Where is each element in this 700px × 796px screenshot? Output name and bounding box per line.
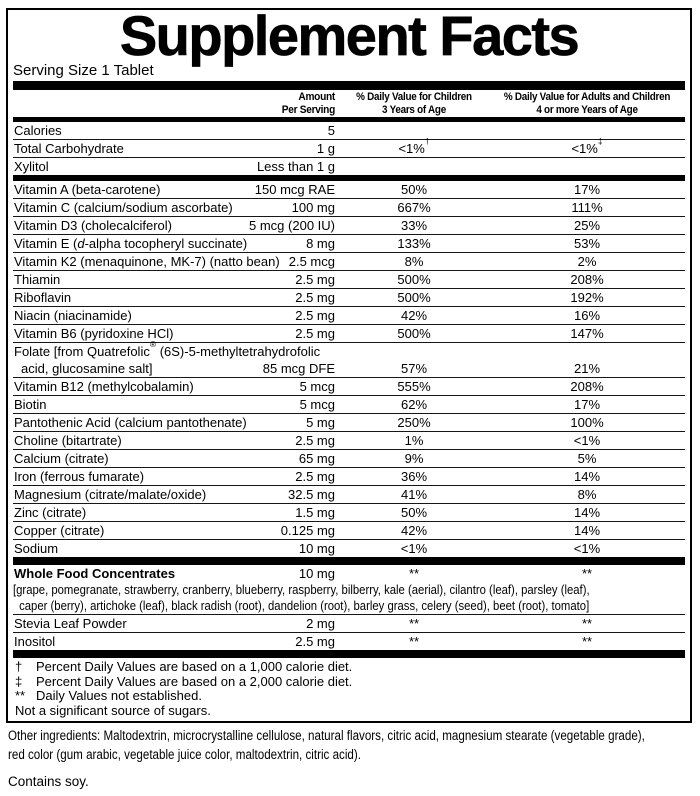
dv-adults-value: 2% — [577, 254, 597, 269]
nutrient-name: Vitamin C (calcium/sodium ascorbate) — [14, 200, 233, 215]
footnote — [13, 689, 685, 704]
nutrient-name: Copper (citrate) — [14, 523, 105, 538]
nutrient-name: Vitamin D3 (cholecalciferol) — [14, 218, 172, 233]
amount-value: 0.125 mg — [280, 523, 335, 538]
dv-children-value: ** — [408, 616, 420, 631]
dv-children-value: 1% — [404, 433, 424, 448]
nutrient-name: Vitamin E (d-alpha tocopheryl succinate) — [14, 236, 248, 251]
header-row — [13, 90, 685, 117]
amount-value: 5 mcg — [299, 379, 335, 394]
amount-value: 10 mg — [298, 566, 335, 581]
footnote-text: Daily Values not established. — [36, 688, 202, 703]
footnote-marker: † — [15, 659, 23, 674]
amount-value: 1 g — [316, 141, 335, 156]
table-row — [13, 157, 685, 175]
table-row — [13, 198, 685, 216]
dv-children-value: 36% — [400, 469, 428, 484]
nutrient-name: Thiamin — [14, 272, 61, 287]
nutrient-name: Niacin (niacinamide) — [14, 308, 132, 323]
nutrient-name: Calcium (citrate) — [14, 451, 109, 466]
table-row — [13, 324, 685, 342]
amount-value: 100 mg — [291, 200, 335, 215]
dv-children-value: 62% — [400, 397, 428, 412]
divider-bar — [13, 650, 685, 658]
amount-value: 2.5 mg — [295, 326, 335, 341]
nutrient-name: Inositol — [14, 634, 56, 649]
dv-children-value: ** — [408, 566, 420, 581]
dv-adults-value: 53% — [573, 236, 601, 251]
amount-value: Less than 1 g — [256, 159, 335, 174]
table-row — [13, 539, 685, 557]
dv-adults-value: 21% — [573, 361, 601, 376]
table-row — [13, 449, 685, 467]
dv-children-value: <1%† — [398, 135, 430, 156]
dv-adults-value: 208% — [570, 272, 604, 287]
amount-value: 2.5 mg — [295, 634, 335, 649]
divider-bar — [13, 557, 685, 565]
amount-value: 5 mg — [306, 415, 335, 430]
panel-title: Supplement Facts — [119, 4, 579, 67]
dv-children-value: 500% — [397, 272, 431, 287]
table-row — [13, 216, 685, 234]
dv-children-value: 500% — [397, 290, 431, 305]
nutrient-name: Riboflavin — [14, 290, 72, 305]
dv-adults-value: 14% — [573, 469, 601, 484]
dv-adults-value: ** — [581, 566, 593, 581]
dv-adults-value: <1% — [573, 541, 601, 556]
table-row — [13, 288, 685, 306]
dv-adults-value: ** — [581, 634, 593, 649]
nutrient-name: Calories — [14, 123, 62, 138]
other-ingredients — [8, 726, 700, 764]
amount-value: 2 mg — [306, 616, 335, 631]
footnote — [13, 675, 685, 690]
dv-children-value: 133% — [397, 236, 431, 251]
table-row — [13, 306, 685, 324]
other-ingredients-line: red color (gum arabic, vegetable juice color, maltodextrin, citric acid). — [8, 747, 361, 762]
dv-adults-value: 14% — [573, 523, 601, 538]
dv-children-value: 50% — [400, 182, 428, 197]
nutrient-name: Whole Food Concentrates — [14, 566, 176, 581]
contains-statement: Contains soy. — [8, 774, 89, 789]
footnote-text: Not a significant source of sugars. — [15, 702, 211, 718]
nutrient-name: Pantothenic Acid (calcium pantothenate) — [14, 415, 247, 430]
dv-adults-value: 17% — [573, 397, 601, 412]
dv-adults-value: 8% — [577, 487, 597, 502]
dv-children-value: <1% — [400, 541, 428, 556]
serving-size: Serving Size 1 Tablet — [13, 62, 154, 79]
table-row — [13, 503, 685, 521]
amount-value: 2.5 mcg — [288, 254, 335, 269]
amount-value: 5 — [327, 123, 335, 138]
dv-adults-value: 100% — [570, 415, 604, 430]
dv-children-value: ** — [408, 634, 420, 649]
dv-adults-value: 14% — [573, 505, 601, 520]
amount-value: 1.5 mg — [295, 505, 335, 520]
nutrient-name: Zinc (citrate) — [14, 505, 87, 520]
nutrient-name: Magnesium (citrate/malate/oxide) — [14, 487, 207, 502]
table-row — [13, 122, 685, 139]
table-row — [13, 252, 685, 270]
nutrient-name: Stevia Leaf Powder — [14, 616, 127, 631]
amount-value: 32.5 mg — [288, 487, 335, 502]
amount-value: 5 mcg — [299, 397, 335, 412]
nutrient-name: Total Carbohydrate — [14, 141, 124, 156]
whole-food-ingredient-list — [13, 582, 685, 614]
whole-food-row-slot — [13, 565, 685, 582]
table-row — [13, 614, 685, 632]
nutrient-name: Vitamin B6 (pyridoxine HCl) — [14, 326, 174, 341]
nutrient-name: Folate [from Quatrefolic® (6S)-5-methyltetrahydrofolic acid, glucosamine salt] — [14, 338, 321, 376]
dv-children-value: 250% — [397, 415, 431, 430]
dv-children-value: 57% — [400, 361, 428, 376]
footnote-text: Percent Daily Values are based on a 1,000 calorie diet. — [36, 659, 353, 674]
dv-children-value: 33% — [400, 218, 428, 233]
table-row — [13, 234, 685, 252]
dv-adults-value: 16% — [573, 308, 601, 323]
extra-rows-group — [13, 614, 685, 650]
other-ingredients-line: Other ingredients: Maltodextrin, microcrystalline cellulose, natural flavors, citric acid, magnesium stearate (vegetable grade), — [8, 728, 645, 743]
table-row — [13, 413, 685, 431]
footnote-text: Percent Daily Values are based on a 2,000 calorie diet. — [36, 673, 353, 689]
column-header-dv-children: % Daily Value for Children 3 Years of Age — [356, 91, 472, 116]
nutrient-rows-group — [13, 181, 685, 557]
dv-adults-value: 5% — [577, 451, 597, 466]
whole-food-group — [13, 565, 685, 614]
dv-adults-value: 111% — [571, 200, 603, 215]
dv-adults-value: 25% — [573, 218, 601, 233]
nutrient-name: Vitamin K2 (menaquinone, MK-7) (natto bean) — [14, 254, 280, 269]
dv-children-value: 41% — [400, 487, 428, 502]
footnote — [13, 660, 685, 675]
dv-children-value: 667% — [397, 200, 431, 215]
table-row — [13, 395, 685, 413]
footnotes — [13, 658, 685, 721]
dv-adults-value: <1%‡ — [571, 135, 603, 156]
table-row — [13, 181, 685, 198]
nutrient-name: Choline (bitartrate) — [14, 433, 122, 448]
dv-adults-value: 192% — [570, 290, 604, 305]
footnote — [13, 704, 685, 719]
ingredient-line: caper (berry), artichoke (leaf), black radish (root), dandelion (root), barley grass, celery (seed), beet (root), tomato] — [19, 598, 590, 613]
dv-adults-value: 17% — [573, 182, 601, 197]
nutrient-name: Biotin — [14, 397, 47, 412]
column-header-dv-adults: % Daily Value for Adults and Children 4 or more Years of Age — [503, 91, 671, 116]
amount-value: 2.5 mg — [295, 290, 335, 305]
amount-value: 5 mcg (200 IU) — [249, 218, 335, 233]
amount-value: 150 mcg RAE — [254, 182, 335, 197]
column-header-amount: Amount Per Serving — [281, 91, 335, 116]
footnote-marker: ** — [15, 688, 26, 703]
dv-children-value: 42% — [400, 308, 428, 323]
amount-value: 2.5 mg — [295, 308, 335, 323]
table-row — [13, 521, 685, 539]
dv-children-value: 50% — [400, 505, 428, 520]
amount-value: 10 mg — [298, 541, 335, 556]
amount-value: 85 mcg DFE — [262, 361, 335, 376]
dv-children-value: 8% — [404, 254, 424, 269]
dv-adults-value: ** — [581, 616, 593, 631]
amount-value: 2.5 mg — [295, 433, 335, 448]
nutrient-name: Xylitol — [14, 159, 49, 174]
dv-adults-value: 208% — [570, 379, 604, 394]
table-row — [13, 338, 685, 377]
supplement-facts-panel — [6, 4, 692, 723]
dv-adults-value: 147% — [570, 326, 604, 341]
amount-value: 8 mg — [306, 236, 335, 251]
dv-children-value: 555% — [397, 379, 431, 394]
table-row — [13, 485, 685, 503]
amount-value: 2.5 mg — [295, 272, 335, 287]
table-row — [13, 135, 685, 157]
table-row — [13, 467, 685, 485]
amount-value: 65 mg — [298, 451, 335, 466]
macro-rows-group — [13, 122, 685, 175]
table-row — [13, 377, 685, 395]
table-row — [13, 565, 685, 582]
divider-bar-thick — [13, 81, 685, 90]
ingredient-line: [grape, pomegranate, strawberry, cranberry, blueberry, raspberry, bilberry, kale (aerial), cilantro (leaf), parsley (leaf), — [13, 582, 590, 597]
dv-children-value: 9% — [404, 451, 424, 466]
dv-adults-value: <1% — [573, 433, 601, 448]
nutrient-name: Sodium — [14, 541, 59, 556]
table-row — [13, 632, 685, 650]
amount-value: 2.5 mg — [295, 469, 335, 484]
nutrient-name: Iron (ferrous fumarate) — [14, 469, 145, 484]
dv-children-value: 42% — [400, 523, 428, 538]
nutrient-name: Vitamin A (beta-carotene) — [14, 182, 161, 197]
nutrient-name: Vitamin B12 (methylcobalamin) — [14, 379, 194, 394]
footnote-marker: ‡ — [15, 673, 23, 689]
table-row — [13, 431, 685, 449]
dv-children-value: 500% — [397, 326, 431, 341]
table-row — [13, 270, 685, 288]
